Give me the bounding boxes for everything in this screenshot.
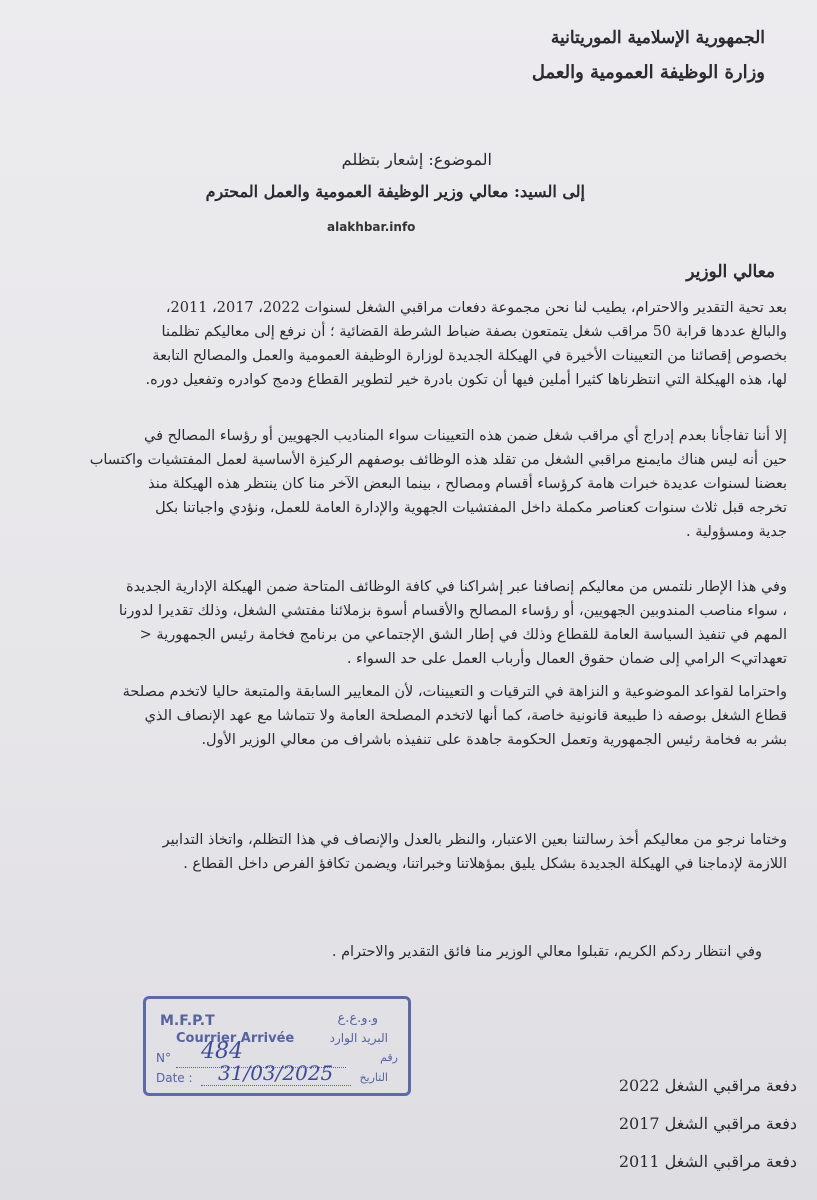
stamp-date-line	[201, 1085, 351, 1086]
text-line: قطاع الشغل بوصفه ذا طبيعة قانونية خاصة، كما أنها لاتخدم المصلحة العامة ولا تتماشا مع عهد الإنصاف الذي	[144, 708, 787, 724]
text-line: اللازمة لإدماجنا في الهيكلة الجديدة بشكل يليق بمؤهلاتنا وخبراتنا، ويضمن تكافؤ الفرص داخل القطاع .	[183, 856, 787, 872]
stamp-courier: Courrier Arrivée	[176, 1031, 295, 1046]
paragraph-fairness	[27, 680, 787, 752]
stamp-org: M.F.P.T	[160, 1013, 215, 1029]
republic-header: الجمهورية الإسلامية الموريتانية	[550, 28, 765, 48]
subject-line: الموضوع: إشعار بتظلم	[341, 150, 492, 169]
text-line: بشر به فخامة رئيس الجمهورية وتعمل الحكومة جاهدة على تنفيذه باشراف من معالي الوزير الأول.	[201, 732, 787, 748]
stamp-number-label-ar: رقم	[380, 1051, 398, 1064]
paragraph-surprise	[27, 424, 787, 544]
text-line: تخرجه قبل ثلاث سنوات كعناصر مكملة داخل المفتشيات الجهوية والإدارة العامة للعمل، ونؤدي واجباتنا بكل	[155, 500, 787, 516]
text-line: المهم في تنفيذ السياسة العامة للقطاع وذلك في إطار الشق الإجتماعي من برنامج فخامة رئيس الجمهورية <	[139, 627, 787, 643]
paragraph-request	[27, 575, 787, 671]
signature-batch-2011: دفعة مراقبي الشغل 2011	[618, 1152, 797, 1171]
paragraph-closing	[2, 940, 762, 964]
salutation: معالي الوزير	[686, 262, 775, 282]
text-line: واحتراما لقواعد الموضوعية و النزاهة في الترقيات و التعيينات، لأن المعايير السابقة والمتبعة حاليا لاتخدم مصلحة	[122, 684, 787, 700]
text-line: ، سواء مناصب المندوبين الجهويين، أو رؤساء المصالح والأقسام أسوة بزملائنا مفتشي الشغل، وذلك تقديرا لدورنا	[118, 603, 787, 619]
text-line: بعد تحية التقدير والاحترام، يطيب لنا نحن مجموعة دفعات مراقبي الشغل لسنوات 2022، 2017، 2011،	[165, 300, 787, 316]
stamp-date: 31/03/2025	[218, 1061, 334, 1085]
text-line: إلا أننا تفاجأنا بعدم إدراج أي مراقب شغل ضمن هذه التعيينات سواء المناديب الجهويين أو رؤساء المصالح في	[143, 428, 787, 444]
addressee-line: إلى السيد: معالي وزير الوظيفة العمومية والعمل المحترم	[205, 182, 585, 201]
text-line: لها، هذه الهيكلة التي انتظرناها كثيرا أملين فيها أن تكون بادرة خير لتطوير القطاع ودمج كوادره وتفعيل دوره.	[145, 372, 787, 388]
text-line: وختاما نرجو من معاليكم أخذ رسالتنا بعين الاعتبار، والنظر بالعدل والإنصاف في هذا التظلم، واتخاذ التدابير	[162, 832, 787, 848]
text-line: بعضنا لسنوات عديدة خبرات هامة كرؤساء أقسام ومصالح ، بينما البعض الآخر منا كان ينتظر هذه الهيكلة منذ	[148, 476, 787, 492]
stamp-number: 484	[201, 1039, 243, 1064]
paragraph-intro	[27, 296, 787, 392]
text-line: بخصوص إقصائنا من التعيينات الأخيرة في الهيكلة الجديدة لوزارة الوظيفة العمومية والعمل والمصالح التابعة	[152, 348, 787, 364]
paragraph-conclusion	[27, 828, 787, 876]
text-line: وفي انتظار ردكم الكريم، تقبلوا معالي الوزير منا فائق التقدير والاحترام .	[331, 944, 762, 960]
watermark: alakhbar.info	[327, 220, 416, 234]
text-line: تعهداتي> الرامي إلى ضمان حقوق العمال وأرباب العمل على حد السواء .	[346, 651, 787, 667]
text-line: جدية ومسؤولية .	[686, 524, 787, 540]
text-line: والبالغ عددها قرابة 50 مراقب شغل يتمتعون بصفة ضباط الشرطة القضائية ؛ أن نرفع إلى معاليكم تظلمنا	[161, 324, 787, 340]
stamp-courier-ar: البريد الوارد	[329, 1031, 388, 1045]
text-line: حين أنه ليس هناك مايمنع مراقبي الشغل من تقلد هذه الوظائف بوصفهم الركيزة الأساسية لعمل المفتشيات واكتساب	[89, 452, 787, 468]
signature-batch-2022: دفعة مراقبي الشغل 2022	[618, 1076, 797, 1095]
ministry-header: وزارة الوظيفة العمومية والعمل	[531, 62, 765, 83]
stamp-date-label-ar: التاريخ	[359, 1071, 388, 1084]
signature-batch-2017: دفعة مراقبي الشغل 2017	[618, 1114, 797, 1133]
stamp-number-label: N°	[156, 1051, 171, 1065]
arrival-stamp	[143, 996, 411, 1096]
text-line: وفي هذا الإطار نلتمس من معاليكم إنصافنا عبر إشراكنا في كافة الوظائف المتاحة ضمن الهيكلة الإدارية الجديدة	[126, 579, 787, 595]
stamp-date-label: Date :	[156, 1071, 193, 1085]
stamp-org-ar: و.و.ع.ع	[337, 1011, 378, 1026]
